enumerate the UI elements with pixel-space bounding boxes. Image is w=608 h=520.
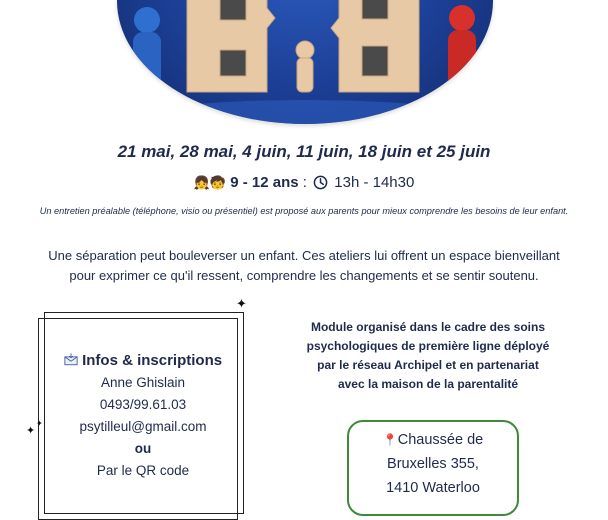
hero-oval — [117, 0, 493, 124]
pin-icon: 📍 — [382, 433, 398, 447]
contact-phone[interactable]: 0493/99.61.03 — [99, 397, 187, 412]
module-line: Module organisé dans le cadre des soins — [310, 320, 546, 334]
contact-email[interactable]: psytilleul@gmail.com — [79, 419, 207, 434]
contact-name: Anne Ghislain — [100, 375, 186, 390]
contact-or: ou — [134, 441, 152, 456]
hero-image — [0, 0, 608, 132]
left-house — [187, 0, 275, 92]
children-icon: 👧🧒 — [193, 175, 227, 190]
child-figure — [296, 41, 314, 92]
address-street: Chaussée de — [397, 432, 484, 448]
sparkle-icon: ✦ — [236, 296, 247, 311]
address-line: 1410 Waterloo — [386, 480, 480, 496]
intro-note: Un entretien préalable (téléphone, visio ou présentiel) est proposé aux parents pour mieux comprendre les besoins de leur enfant. — [39, 206, 569, 216]
module-line: avec la maison de la parentalité — [337, 377, 519, 391]
address-line: Bruxelles 355, — [387, 456, 479, 472]
address-box — [347, 420, 519, 516]
sparkle-icon: ✦ — [36, 419, 43, 428]
description: Une séparation peut bouleverser un enfant. Ces ateliers lui offrent un espace bienveillant pour exprimer ce qu'il ressent, comprendre les changements et se sentir soutenu. — [48, 248, 560, 283]
module-line: psychologiques de première ligne déployé — [306, 339, 550, 353]
hero-illustration — [117, 0, 493, 124]
age-and-hours — [0, 174, 608, 194]
module-text — [282, 318, 574, 394]
session-dates: 21 mai, 28 mai, 4 juin, 11 juin, 18 juin et 25 juin — [117, 142, 491, 161]
separator: : — [302, 174, 312, 191]
module-line: par le réseau Archipel et en partenariat — [317, 358, 539, 372]
age-range: 9 - 12 ans — [230, 174, 299, 191]
contact-heading — [44, 350, 242, 372]
clock-icon — [313, 175, 328, 194]
sparkle-icon: ✦ — [26, 425, 36, 437]
address-line — [349, 428, 517, 452]
contact-heading-label: Infos & inscriptions — [82, 352, 223, 369]
contact-qr: Par le QR code — [96, 463, 190, 478]
contact-info — [44, 350, 242, 482]
blue-figure — [133, 7, 161, 102]
hours: 13h - 14h30 — [334, 174, 415, 191]
right-house — [331, 0, 419, 92]
red-figure — [448, 5, 476, 100]
mail-icon — [64, 352, 82, 369]
